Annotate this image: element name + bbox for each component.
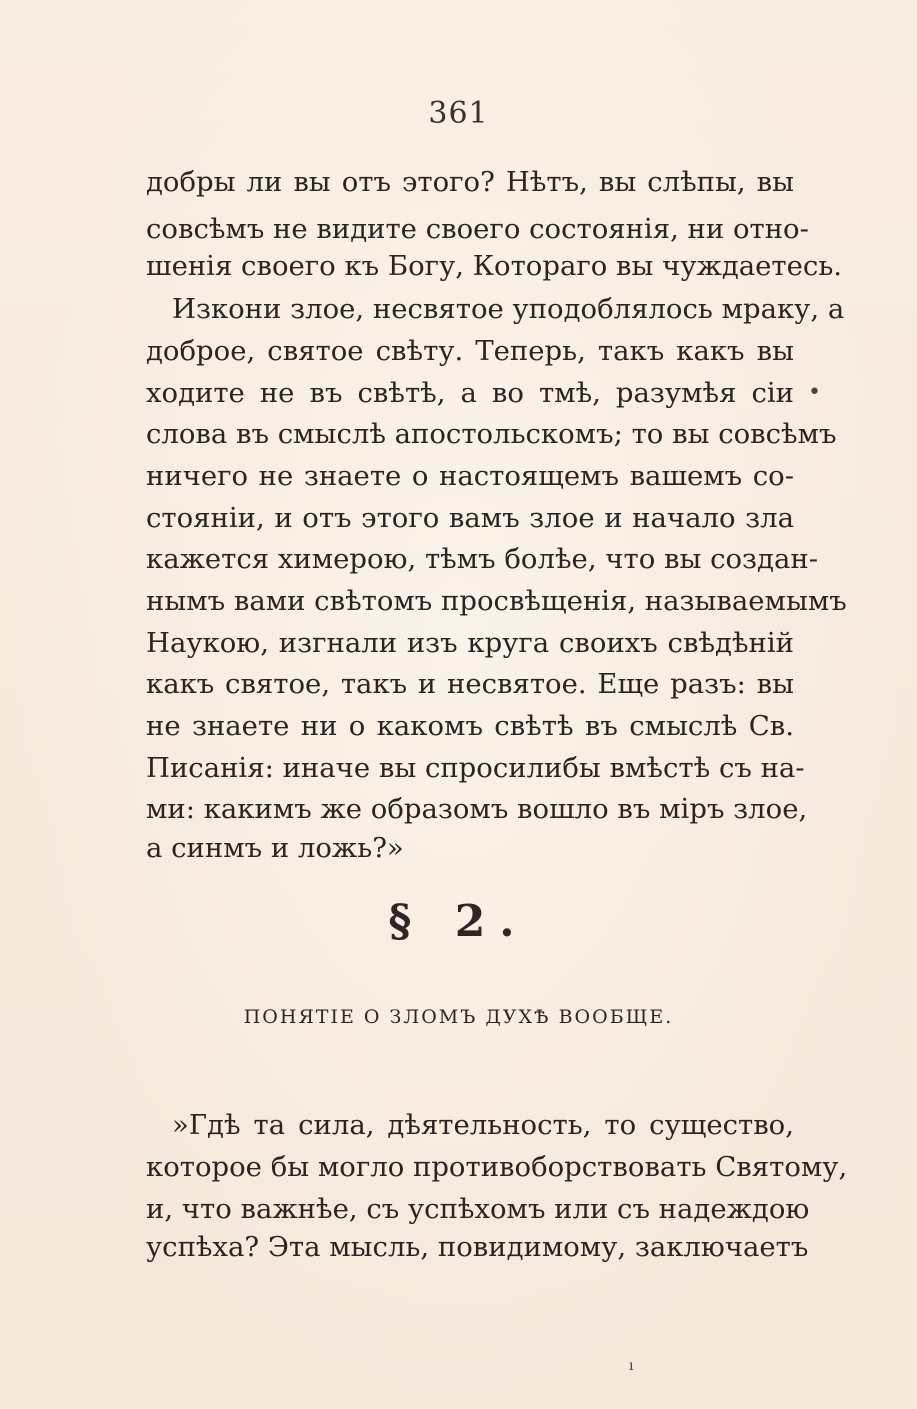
page-number: 361	[428, 96, 489, 131]
text-line: слова въ смыслѣ апостольскомъ; то вы совсѣмъ	[146, 418, 837, 450]
print-speck: ı	[629, 1358, 634, 1374]
text-line: Изкони злое, несвятое уподоблялось мраку, а	[172, 293, 845, 325]
text-line: которое бы могло противоборствовать Святому,	[146, 1151, 848, 1183]
text-line: шенія своего къ Богу, Котораго вы чуждаетесь.	[146, 250, 843, 282]
text-line: ми: какимъ же образомъ вошло въ міръ злое,	[146, 793, 808, 825]
text-line: не знаете ни о какомъ свѣтѣ въ смыслѣ Св.	[146, 710, 794, 742]
text-line: стояніи, и отъ этого вамъ злое и начало зла	[146, 502, 794, 534]
text-line: и, что важнѣе, съ успѣхомъ или съ надеждою	[146, 1193, 810, 1225]
text-line: доброе, святое свѣту. Теперь, такъ какъ вы	[146, 335, 794, 367]
section-number: § 2.	[388, 896, 529, 947]
print-speck: •	[808, 380, 821, 405]
text-line: Писанія: иначе вы спросилибы вмѣстѣ съ на-	[146, 752, 805, 784]
text-line: »Гдѣ та сила, дѣятельность, то существо,	[172, 1109, 794, 1141]
text-line: ничего не знаете о настоящемъ вашемъ со-	[146, 460, 794, 492]
text-line: а синмъ и ложь?»	[146, 832, 404, 864]
text-line: нымъ вами свѣтомъ просвѣщенія, называемымъ	[146, 585, 847, 617]
text-line: добры ли вы отъ этого? Нѣтъ, вы слѣпы, вы	[146, 166, 794, 198]
text-line: Наукою, изгнали изъ круга своихъ свѣдѣній	[146, 627, 794, 659]
text-line: успѣха? Эта мысль, повидимому, заключаетъ	[146, 1231, 809, 1263]
section-heading: ПОНЯТІЕ О ЗЛОМЪ ДУХѢ ВООБЩЕ.	[243, 1006, 674, 1028]
text-line: какъ святое, такъ и несвятое. Еще разъ: вы	[146, 668, 794, 700]
text-line: кажется химерою, тѣмъ болѣе, что вы создан-	[146, 543, 819, 575]
text-line: совсѣмъ не видите своего состоянія, ни отно-	[146, 213, 809, 245]
text-line: ходите не въ свѣтѣ, а во тмѣ, разумѣя сіи	[146, 377, 794, 409]
